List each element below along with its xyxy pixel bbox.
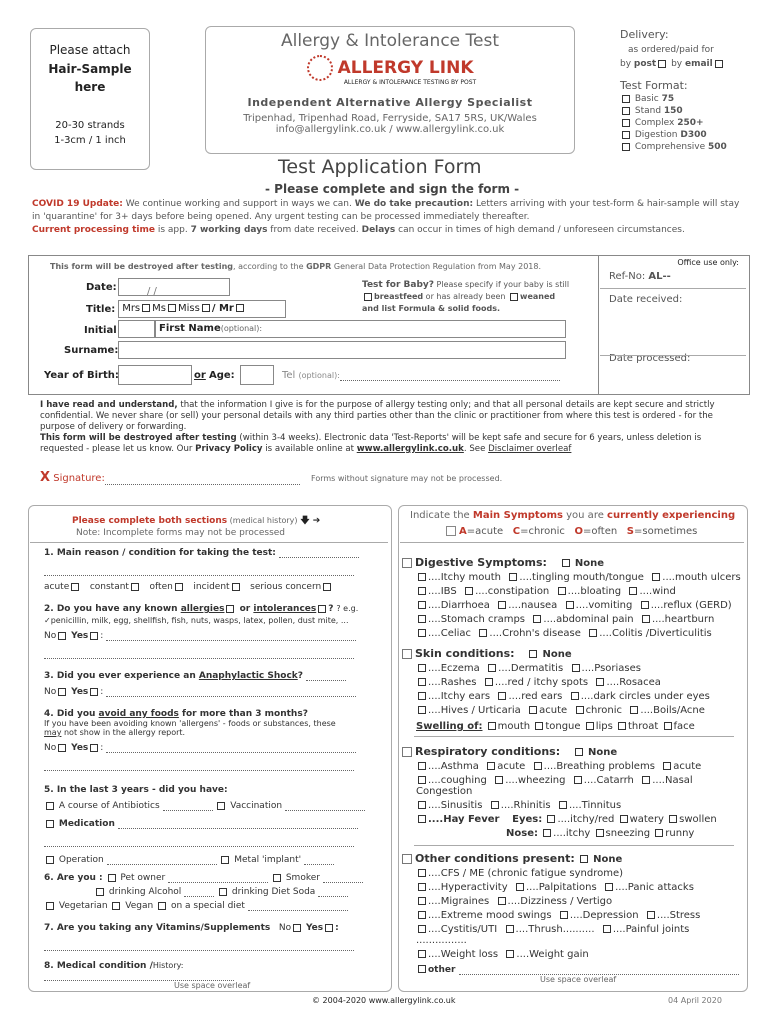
checkbox[interactable]: [652, 573, 660, 581]
checkbox[interactable]: [498, 601, 506, 609]
checkbox[interactable]: [622, 95, 630, 103]
checkbox[interactable]: [418, 629, 426, 637]
checkbox[interactable]: [58, 632, 66, 640]
form-sub: - Please complete and sign the form -: [265, 182, 520, 196]
q2: 2. Do you have any known allergies or intolerances ? ? e.g.: [44, 604, 359, 614]
checkbox[interactable]: [418, 776, 426, 784]
address: Tripenhad, Tripenhad Road, Ferryside, SA17 5RS, UK/Wales: [243, 113, 537, 124]
covid-label: COVID 19 Update:: [32, 199, 123, 209]
checkbox[interactable]: [580, 855, 588, 863]
checkbox[interactable]: [90, 744, 98, 752]
checkbox[interactable]: [46, 802, 54, 810]
checkbox[interactable]: [506, 925, 514, 933]
hair-sample-box: [30, 28, 150, 170]
checkbox[interactable]: [46, 820, 54, 828]
weaned-checkbox[interactable]: [510, 293, 518, 301]
checkbox[interactable]: [498, 692, 506, 700]
checkbox[interactable]: [558, 587, 566, 595]
logo-dandelion-icon: [307, 55, 333, 81]
checkbox[interactable]: [491, 801, 499, 809]
date-field[interactable]: / /: [118, 278, 230, 296]
checkbox[interactable]: [560, 911, 568, 919]
checkbox[interactable]: [622, 143, 630, 151]
q7: 7. Are you taking any Vitamins/Supplements No Yes :: [44, 923, 339, 933]
checkbox[interactable]: [488, 722, 496, 730]
q8: 8. Medical condition /History:: [44, 961, 374, 981]
baby-note: Test for Baby? Please specify if your baby is still breastfeed or has already been weaned and list Formula & solid foods.: [362, 280, 570, 313]
checkbox[interactable]: [596, 678, 604, 686]
format-title: Test Format:: [620, 79, 688, 92]
delivery-title: Delivery:: [620, 28, 669, 41]
checkbox[interactable]: [58, 744, 66, 752]
initial-field[interactable]: [118, 320, 156, 338]
checkbox[interactable]: [535, 722, 543, 730]
format-option[interactable]: Comprehensive 500: [620, 142, 750, 152]
checkbox[interactable]: [533, 615, 541, 623]
checkbox[interactable]: [217, 802, 225, 810]
mrs-checkbox[interactable]: [142, 304, 150, 312]
checkbox[interactable]: [175, 583, 183, 591]
checkbox[interactable]: [663, 762, 671, 770]
checkbox[interactable]: [323, 583, 331, 591]
header-box: [205, 26, 575, 154]
age-field[interactable]: [240, 365, 274, 385]
miss-checkbox[interactable]: [202, 304, 210, 312]
office-use-box: Office use only: Ref-No: AL-- Date received: Date processed:: [598, 255, 750, 395]
format-option[interactable]: Stand 150: [620, 106, 750, 116]
checkbox[interactable]: [418, 965, 426, 973]
checkbox[interactable]: [559, 801, 567, 809]
checkbox[interactable]: [318, 605, 326, 613]
checkbox[interactable]: [108, 874, 116, 882]
consent-text: I have read and understand, that the information I give is for the purpose of allergy testing only; and that all personal details are kept secure and strictly confidential. We never share (or sell) your personal details with any third parties other than the clinic or practitioner from where this test is ordered - for the purpose of delivery or forwarding. This form will be destroyed after testing (within 3-4 weeks). Electronic data 'Test-Reports' will be kept safe and secure for 6 years, unless deletion is requested - please let us know. Our Privacy Policy is available online at www.allergylink.co.uk. See Disclaimer overleaf: [40, 400, 715, 454]
initial-label: Initial: [84, 325, 117, 336]
checkbox[interactable]: [516, 883, 524, 891]
mr-checkbox[interactable]: [236, 304, 244, 312]
checkbox[interactable]: [562, 559, 570, 567]
checkbox[interactable]: [418, 573, 426, 581]
checkbox[interactable]: [293, 924, 301, 932]
medical-questions: 1. Main reason / condition for taking the test: acute constant often incident serious concern 2. Do you have any known allergies or intolerances ? ? e.g. ✓penicillin, milk, egg, shellfish, fish, nuts, wasps, latex, pollen, dust mite, ... No Yes : 3. Did you ever experience an Anaphylactic Shock? No Yes : 4. Did you avoid any foods for more than 3 months? If you have been avoiding known 'allergens' - foods or substances, these may not show in the allergy report. No Yes : 5. In the last 3 years - did you have: A course of Antibiotics Vaccination Medication Operation Metal 'implant' 6. Are you : Pet owner Smoker drinking Alcohol drinking Diet Soda Vegetarian Vegan on a special diet 7. Are you taking any Vitamins/Supplements No Yes : 8. Medical condition /History: Use space overleaf: [44, 548, 374, 990]
checkbox[interactable]: [488, 664, 496, 672]
checkbox[interactable]: [418, 869, 426, 877]
q3: 3. Did you ever experience an Anaphylactic Shock?: [44, 671, 374, 681]
q5: 5. In the last 3 years - did you have:: [44, 785, 228, 795]
checkbox[interactable]: [418, 664, 426, 672]
checkbox[interactable]: [71, 583, 79, 591]
checkbox[interactable]: [547, 815, 555, 823]
yob-label: Year of Birth:: [44, 370, 119, 381]
checkbox[interactable]: [418, 692, 426, 700]
checkbox[interactable]: [543, 829, 551, 837]
surname-field[interactable]: [118, 341, 566, 359]
logo-sub: ALLERGY & INTOLERANCE TESTING BY POST: [343, 79, 477, 86]
header-title: Allergy & Intolerance Test: [280, 31, 500, 51]
by-post-label: post: [633, 59, 657, 69]
age-label: or Age:: [194, 370, 235, 381]
logo: [206, 55, 574, 81]
checkbox[interactable]: [641, 601, 649, 609]
q1: 1. Main reason / condition for taking the test:: [44, 548, 374, 558]
checkbox[interactable]: [630, 706, 638, 714]
contact: info@allergylink.co.uk / www.allergylink.co.uk: [275, 124, 505, 135]
checkbox[interactable]: [487, 762, 495, 770]
format-option[interactable]: Basic 75: [620, 94, 750, 104]
checkbox[interactable]: [603, 925, 611, 933]
checkbox[interactable]: [485, 678, 493, 686]
checkbox[interactable]: [620, 815, 628, 823]
checkbox[interactable]: [534, 762, 542, 770]
checkbox[interactable]: [273, 874, 281, 882]
checkbox[interactable]: [509, 573, 517, 581]
surname-label: Surname:: [64, 345, 119, 356]
hair-title: Please attach: [49, 43, 131, 57]
checkbox[interactable]: [669, 815, 677, 823]
checkbox[interactable]: [232, 583, 240, 591]
checkbox[interactable]: [622, 119, 630, 127]
checkbox[interactable]: [495, 776, 503, 784]
checkbox[interactable]: [418, 911, 426, 919]
checkbox[interactable]: [46, 902, 54, 910]
breastfeed-checkbox[interactable]: [364, 293, 372, 301]
covid-notice: COVID 19 Update: We continue working and support in ways we can. We do take precaution: Letters arriving with your test-form & hair-sample will stay in 'quarantine' for 3+ days before being opened. Any urgent testing can be processed immediately thereafter. Current processing time is app. 7 working days from date received. Delays can occur in times of high demand / unforeseen circumstances.: [32, 199, 740, 235]
checkbox[interactable]: [90, 688, 98, 696]
checkbox[interactable]: [226, 605, 234, 613]
first-name-field[interactable]: First Name(optional):: [154, 320, 566, 338]
checkbox[interactable]: [418, 883, 426, 891]
checkbox[interactable]: [418, 762, 426, 770]
checkbox[interactable]: [566, 601, 574, 609]
title-label: Title:: [86, 304, 116, 315]
symptom-list: Digestive Symptoms: None ....Itchy mouth ....tingling mouth/tongue ....mouth ulcers ....IBS ....constipation ....bloating ....wind ....Diarrhoea ....nausea ....vomiting ....reflux (GERD) ....Stomach cramps ....abdominal pain ....heartburn ....Celiac ....Crohn's disease ....Colitis /Diverticulitis Skin conditions: None ....Eczema ....Dermatitis ....Psoriases ....Rashes ....red / itchy spots ....Rosacea ....Itchy ears ....red ears ....dark circles under eyes ....Hives / Urticaria acute chronic ....Boils/Acne Swelling of: mouth tongue lips throat face Respiratory conditions: None ....Asthma acute ....Breathing problems acute ....coughing ....wheezing ....Catarrh ....Nasal Congestion ....Sinusitis ....Rhinitis ....Tinnitus ....Hay Fever Eyes: ....itchy/red watery swollen Nose: ....itchy sneezing runny Other conditions present: None ....CFS / ME (chronic fatigue syndrome) ....Hyperactivity ....Palpitations ....Panic attacks ....Migraines ....Dizziness / Vertigo ....Extreme mood swings ....Depression ....Stress ....Cystitis/UTI ....Thrush.......... ....Painful joints ................ ....Weight loss ....Weight gain other Use space overleaf: [402, 548, 742, 984]
checkbox[interactable]: [46, 856, 54, 864]
checkbox[interactable]: [479, 629, 487, 637]
logo-text: ALLERGY LINK: [337, 58, 474, 78]
post-checkbox[interactable]: [658, 60, 666, 68]
tagline: Independent Alternative Allergy Specialist: [247, 96, 533, 109]
checkbox[interactable]: [655, 829, 663, 837]
format-option[interactable]: Complex 250+: [620, 118, 750, 128]
checkbox[interactable]: [418, 601, 426, 609]
format-list: [620, 94, 750, 152]
q6: 6. Are you : Pet owner Smoker: [44, 873, 374, 883]
checkbox[interactable]: [618, 722, 626, 730]
checkbox[interactable]: [622, 107, 630, 115]
checkbox[interactable]: [529, 650, 537, 658]
checkbox[interactable]: [96, 888, 104, 896]
checkbox[interactable]: [418, 587, 426, 595]
checkbox[interactable]: [506, 950, 514, 958]
format-option[interactable]: Digestion D300: [620, 130, 750, 140]
footer-copy: © 2004-2020 www.allergylink.co.uk: [312, 996, 456, 1005]
hair-bold1: Hair-Sample: [48, 62, 132, 76]
checkbox[interactable]: [418, 815, 426, 823]
checkbox[interactable]: [418, 925, 426, 933]
checkbox[interactable]: [325, 924, 333, 932]
date-label: Date:: [86, 282, 117, 293]
checkbox[interactable]: [131, 583, 139, 591]
checkbox[interactable]: [90, 632, 98, 640]
hair-note1: 20-30 strands: [55, 120, 125, 131]
checkbox[interactable]: [58, 688, 66, 696]
tel-field[interactable]: Tel (optional):: [282, 370, 560, 381]
q4: 4. Did you avoid any foods for more than 3 months?: [44, 709, 308, 719]
footer-date: 04 April 2020: [668, 996, 722, 1005]
checkbox[interactable]: [622, 131, 630, 139]
gdpr-note: This form will be destroyed after testing, according to the GDPR General Data Protection Regulation from May 2018.: [50, 262, 542, 271]
checkbox[interactable]: [647, 911, 655, 919]
checkbox[interactable]: [158, 902, 166, 910]
ms-checkbox[interactable]: [168, 304, 176, 312]
checkbox[interactable]: [664, 722, 672, 730]
checkbox[interactable]: [642, 615, 650, 623]
checkbox[interactable]: [605, 883, 613, 891]
yob-field[interactable]: [118, 365, 192, 385]
signature-row[interactable]: X Signature: Forms without signature may not be processed.: [40, 470, 503, 485]
title-field[interactable]: Mrs Ms Miss / Mr: [118, 300, 286, 318]
checkbox[interactable]: [498, 897, 506, 905]
checkbox[interactable]: [418, 706, 426, 714]
checkbox[interactable]: [574, 776, 582, 784]
hair-note2: 1-3cm / 1 inch: [54, 135, 126, 146]
checkbox[interactable]: [572, 664, 580, 672]
checkbox[interactable]: [571, 692, 579, 700]
checkbox[interactable]: [576, 706, 584, 714]
delivery-block: Delivery: as ordered/paid for by post by email Test Format: Basic 75 Stand 150 Complex 250+ Digestion D300 Comprehensive 500: [620, 28, 750, 152]
form-title: Test Application Form: [278, 156, 482, 178]
delivery-sub: as ordered/paid for: [628, 45, 714, 55]
checkbox[interactable]: [418, 897, 426, 905]
checkbox[interactable]: [112, 902, 120, 910]
checkbox[interactable]: [629, 587, 637, 595]
checkbox[interactable]: [529, 706, 537, 714]
checkbox[interactable]: [596, 829, 604, 837]
email-checkbox[interactable]: [715, 60, 723, 68]
checkbox[interactable]: [642, 776, 650, 784]
office-title: Office use only:: [677, 258, 739, 267]
checkbox[interactable]: [586, 722, 594, 730]
checkbox[interactable]: [418, 678, 426, 686]
checkbox[interactable]: [575, 748, 583, 756]
checkbox[interactable]: [418, 801, 426, 809]
checkbox[interactable]: [465, 587, 473, 595]
checkbox[interactable]: [221, 856, 229, 864]
checkbox[interactable]: [418, 615, 426, 623]
checkbox[interactable]: [219, 888, 227, 896]
checkbox[interactable]: [589, 629, 597, 637]
hair-bold2: here: [74, 80, 106, 94]
checkbox[interactable]: [418, 950, 426, 958]
